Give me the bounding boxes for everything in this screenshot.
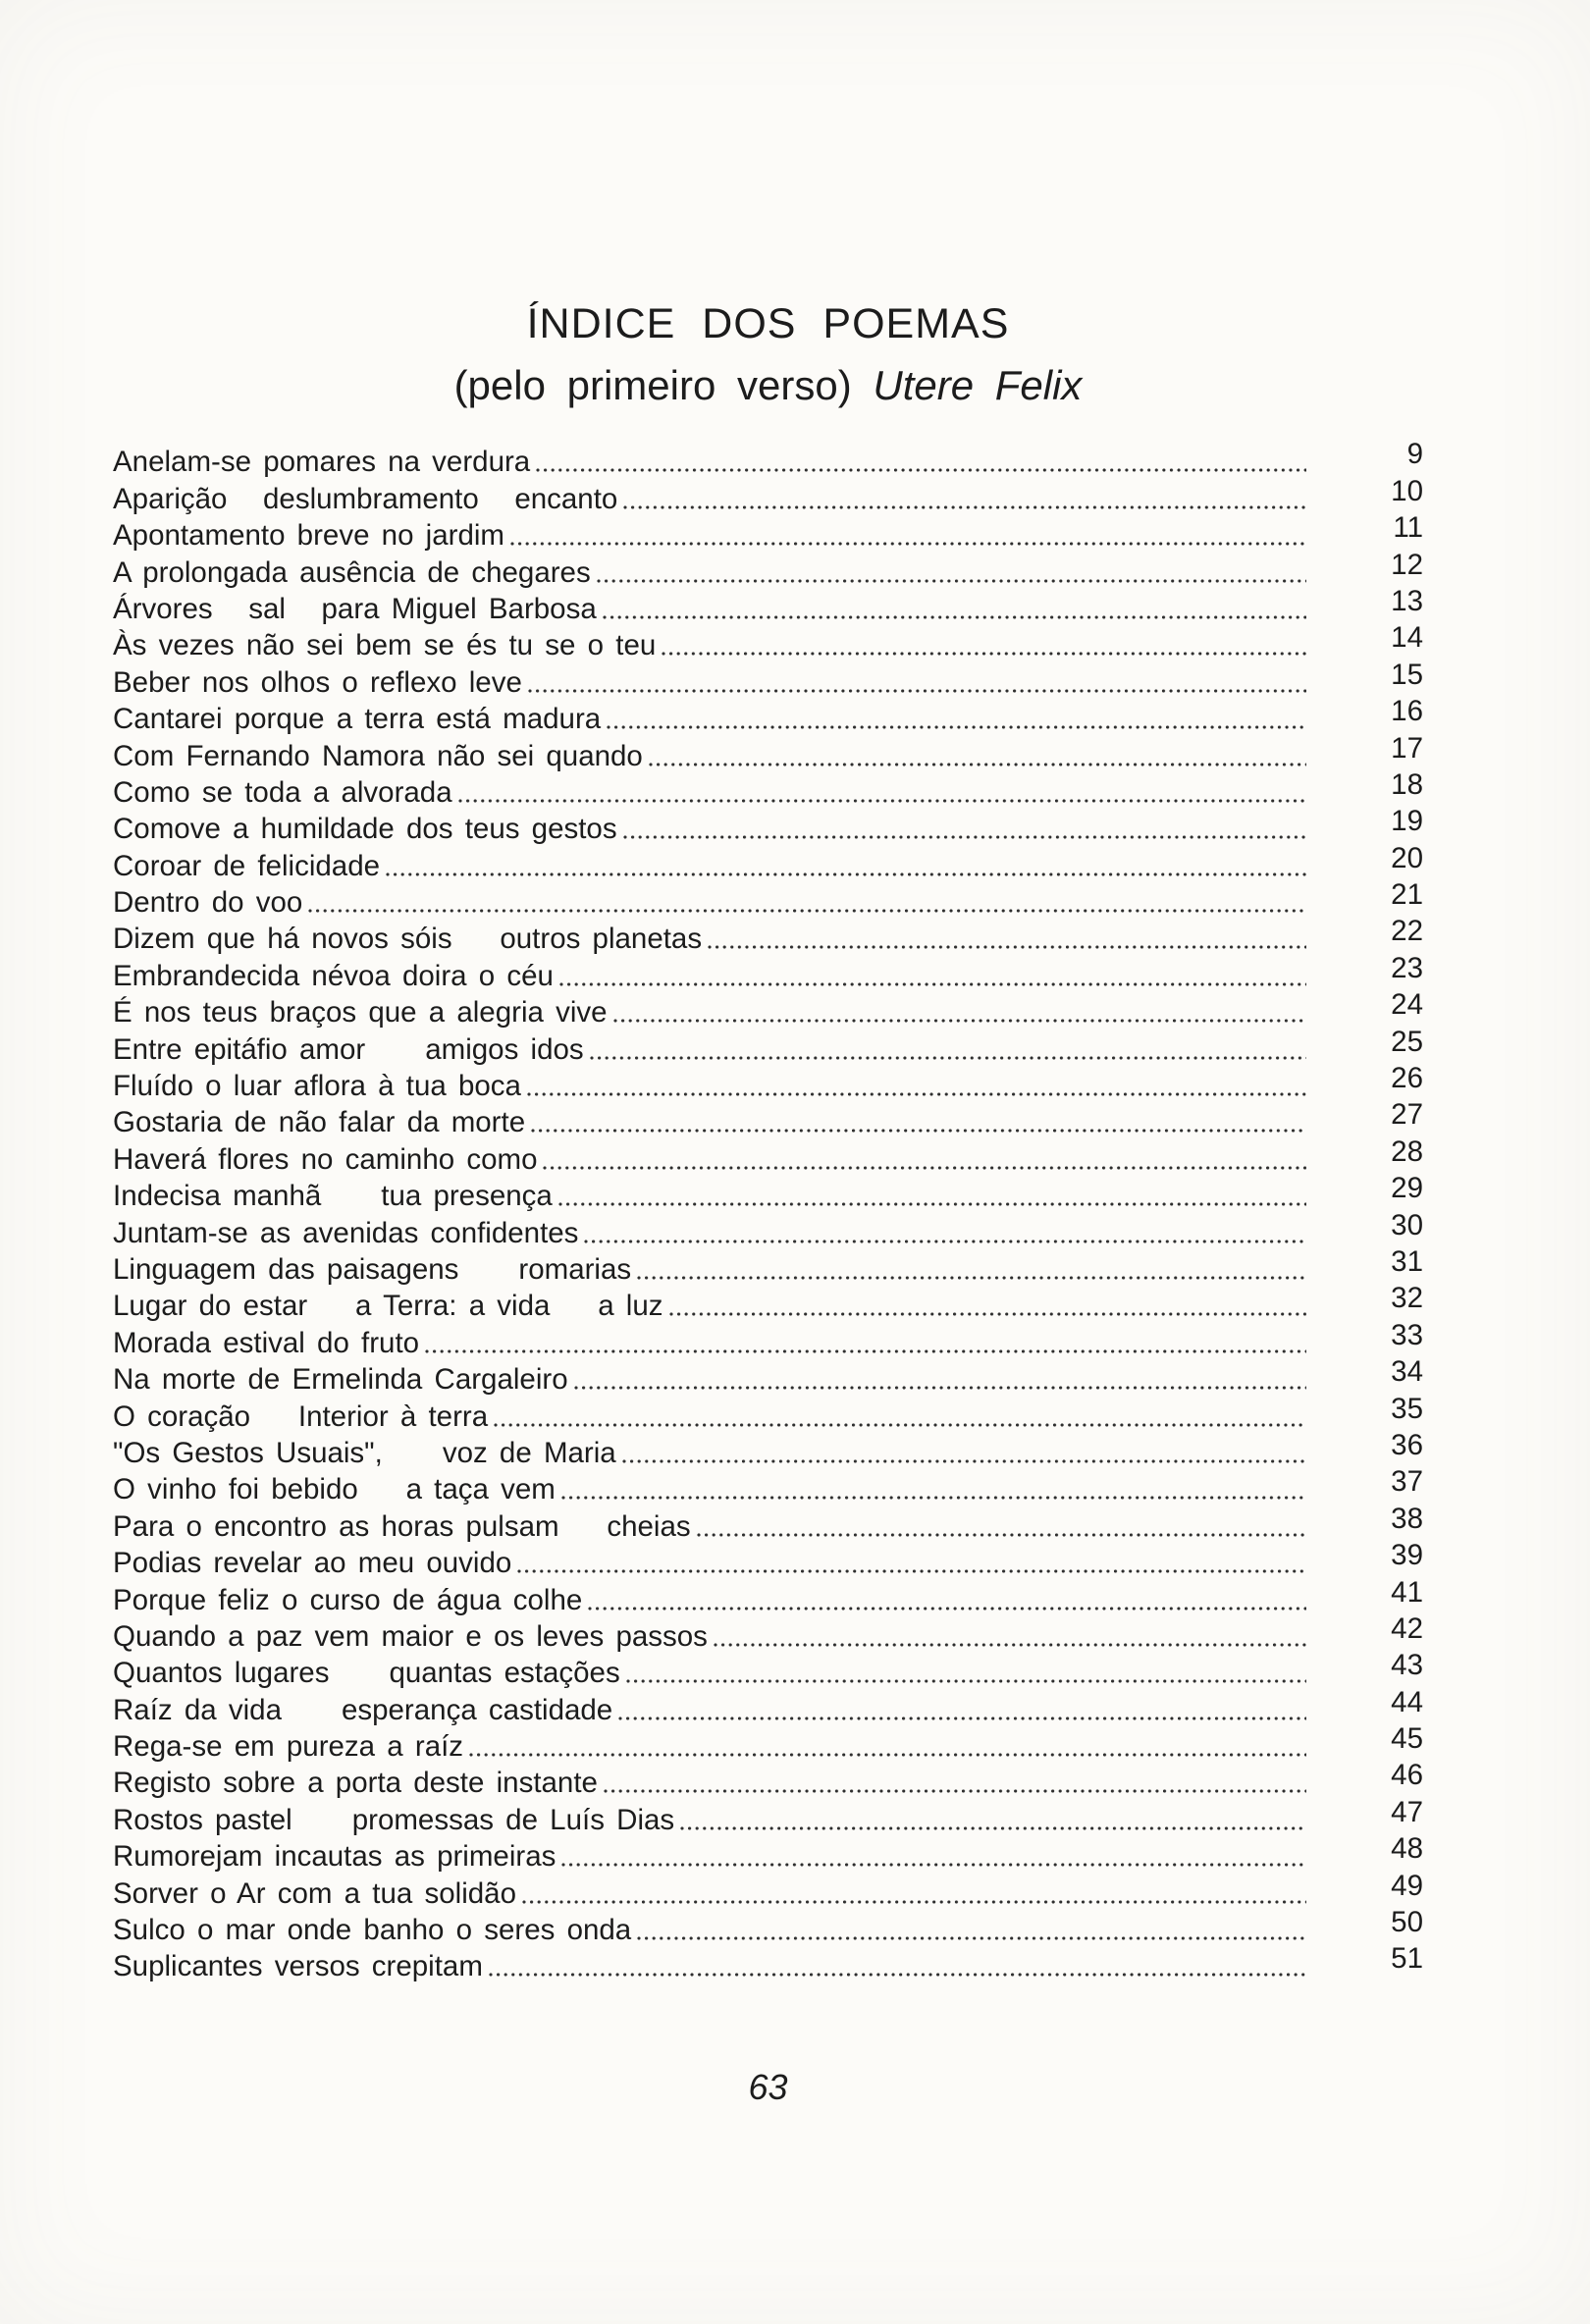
entry-first-verse: Rumorejam incautas as primeiras [113,1840,556,1874]
index-entry-row [113,1282,1423,1324]
entry-first-verse: Quantos lugares quantas estações [113,1657,620,1690]
dot-leader [584,1030,1310,1067]
entry-page-number: 41 [1391,1575,1423,1609]
entry-first-verse: O coração Interior à terra [113,1400,489,1433]
dot-leader [663,1288,1310,1324]
entry-first-verse: Para o encontro as horas pulsam cheias [113,1509,691,1543]
dot-leader [702,921,1310,957]
dot-leader [674,1801,1310,1837]
index-entry-row [113,1795,1423,1837]
entry-page-number: 39 [1391,1539,1423,1572]
dot-leader [483,1948,1310,1984]
entry-page-number: 9 [1406,438,1423,471]
dot-leader [554,957,1310,993]
entry-first-verse: Quando a paz vem maior e os leves passos [113,1619,708,1653]
dot-leader [419,1324,1310,1360]
index-entry-row [113,1025,1423,1067]
entry-first-verse: É nos teus braços que a alegria vive [113,996,608,1030]
entry-page-number: 50 [1391,1906,1423,1939]
dot-leader [616,1435,1310,1471]
entry-first-verse: A prolongada ausência de chegares [113,555,591,589]
entry-first-verse: Lugar do estar a Terra: a vida a luz [113,1290,663,1323]
index-entry-row [113,1135,1423,1177]
index-entry-row [113,1685,1423,1727]
index-entry-row [113,1832,1423,1875]
dot-leader [504,517,1310,554]
entry-page-number: 45 [1391,1722,1423,1756]
entry-page-number: 13 [1391,584,1423,617]
entry-page-number: 49 [1391,1869,1423,1902]
entry-first-verse: Linguagem das paisagens romarias [113,1252,632,1286]
entry-page-number: 46 [1391,1759,1423,1792]
dot-leader [598,1765,1310,1801]
entry-first-verse: Juntam-se as avenidas confidentes [113,1216,579,1249]
dot-leader [537,1140,1310,1177]
entry-page-number: 34 [1391,1355,1423,1389]
entry-page-number: 35 [1391,1392,1423,1425]
entry-first-verse: Árvores sal para Miguel Barbosa [113,592,597,625]
index-entry-row [113,1942,1423,1984]
index-entry-row [113,584,1423,627]
dot-leader [525,1104,1310,1140]
index-entry-row [113,841,1423,883]
entry-page-number: 16 [1391,695,1423,728]
entry-page-number: 25 [1391,1025,1423,1058]
entry-page-number: 31 [1391,1244,1423,1278]
dot-leader [617,480,1310,516]
index-entry-row [113,548,1423,590]
entry-first-verse: Coroar de felicidade [113,849,381,882]
index-entry-row [113,1208,1423,1250]
entry-first-verse: Anelam-se pomares na verdura [113,446,531,479]
index-entry-row [113,1172,1423,1214]
entry-first-verse: Sorver o Ar com a tua solidão [113,1876,516,1910]
entry-page-number: 29 [1391,1172,1423,1205]
entry-page-number: 42 [1391,1611,1423,1645]
dot-leader [591,554,1310,590]
entry-first-verse: Cantarei porque a terra está madura [113,703,602,736]
entry-page-number: 30 [1391,1208,1423,1241]
dot-leader [608,994,1310,1030]
dot-leader [631,1912,1310,1948]
index-entry-row [113,988,1423,1030]
entry-page-number: 14 [1391,621,1423,655]
entry-page-number: 37 [1391,1465,1423,1499]
subtitle-italic-text: Utere Felix [873,362,1083,408]
entry-first-verse: Rostos pastel promessas de Luís Dias [113,1803,675,1836]
index-entry-row [113,1098,1423,1140]
index-entry-row [113,1869,1423,1911]
dot-leader [521,1068,1310,1104]
entry-page-number: 48 [1391,1832,1423,1866]
entry-page-number: 36 [1391,1428,1423,1461]
entry-first-verse: Aparição deslumbramento encanto [113,482,618,515]
entry-page-number: 18 [1391,767,1423,801]
index-entry-row [113,805,1423,847]
entry-page-number: 23 [1391,951,1423,984]
index-entry-row [113,1649,1423,1691]
dot-leader [556,1471,1310,1507]
entry-page-number: 15 [1391,658,1423,691]
dot-leader [380,847,1310,883]
entry-first-verse: Entre epitáfio amor amigos idos [113,1032,584,1066]
entry-first-verse: O vinho foi bebido a taça vem [113,1473,556,1506]
entry-page-number: 20 [1391,841,1423,874]
index-entry-row [113,1465,1423,1507]
entry-page-number: 12 [1391,548,1423,581]
index-entry-row [113,1722,1423,1765]
dot-leader [556,1838,1310,1875]
index-title-block [113,300,1423,409]
entry-first-verse: Dentro do voo [113,886,303,920]
index-entry-row [113,1428,1423,1471]
index-entry-row [113,1392,1423,1434]
entry-page-number: 32 [1391,1282,1423,1315]
dot-leader [620,1655,1310,1691]
poem-index-list [113,438,1423,1984]
index-entry-row [113,1611,1423,1655]
entry-first-verse: Suplicantes versos crepitam [113,1950,483,1983]
entry-page-number: 28 [1391,1135,1423,1168]
index-entry-row [113,951,1423,993]
index-entry-row [113,695,1423,737]
dot-leader [612,1691,1310,1727]
entry-first-verse: Porque feliz o curso de água colhe [113,1583,583,1616]
entry-page-number: 22 [1391,915,1423,948]
entry-first-verse: Gostaria de não falar da morte [113,1106,526,1139]
dot-leader [643,737,1310,773]
entry-first-verse: Apontamento breve no jardim [113,519,505,553]
entry-first-verse: Dizem que há novos sóis outros planetas [113,923,703,956]
entry-first-verse: Embrandecida névoa doira o céu [113,959,554,992]
dot-leader [656,627,1310,663]
index-entry-row [113,731,1423,773]
dot-leader [511,1545,1310,1581]
dot-leader [631,1251,1310,1288]
index-entry-row [113,474,1423,516]
entry-page-number: 11 [1393,511,1423,545]
dot-leader [578,1214,1310,1250]
entry-first-verse: Podias revelar ao meu ouvido [113,1547,512,1580]
entry-page-number: 43 [1391,1649,1423,1682]
entry-page-number: 51 [1391,1942,1423,1976]
dot-leader [516,1875,1310,1911]
dot-leader [302,884,1310,921]
dot-leader [568,1361,1310,1398]
dot-leader [530,444,1310,480]
entry-page-number: 33 [1391,1318,1423,1351]
index-entry-row [113,1502,1423,1544]
index-entry-row [113,1575,1423,1617]
subtitle-regular-text: (pelo primeiro verso) [453,362,874,408]
entry-first-verse: Sulco o mar onde banho o seres onda [113,1914,632,1947]
entry-page-number: 24 [1391,988,1423,1022]
index-entry-row [113,1539,1423,1581]
dot-leader [553,1178,1310,1214]
entry-first-verse: Na morte de Ermelinda Cargaleiro [113,1363,568,1397]
dot-leader [691,1507,1310,1544]
index-entry-row [113,767,1423,811]
entry-first-verse: Fluído o luar aflora à tua boca [113,1070,521,1103]
entry-page-number: 27 [1391,1098,1423,1132]
dot-leader [708,1618,1310,1655]
entry-first-verse: Como se toda a alvorada [113,775,452,809]
index-entry-row [113,621,1423,663]
entry-first-verse: Comove a humildade dos teus gestos [113,813,617,846]
dot-leader [488,1398,1310,1434]
entry-page-number: 19 [1391,805,1423,838]
index-entry-row [113,1062,1423,1104]
index-entry-row [113,658,1423,700]
index-entry-row [113,1318,1423,1360]
index-entry-row [113,1759,1423,1801]
index-entry-row [113,438,1423,480]
dot-leader [463,1728,1310,1765]
dot-leader [452,774,1310,811]
page-subtitle [113,362,1423,409]
entry-first-verse: Registo sobre a porta deste instante [113,1767,598,1800]
entry-page-number: 26 [1391,1062,1423,1095]
dot-leader [617,811,1310,847]
entry-first-verse: "Os Gestos Usuais", voz de Maria [113,1436,616,1469]
entry-page-number: 44 [1391,1685,1423,1718]
entry-first-verse: Indecisa manhã tua presença [113,1180,553,1213]
index-entry-row [113,1906,1423,1948]
entry-first-verse: Raíz da vida esperança castidade [113,1693,613,1726]
page-title: ÍNDICE DOS POEMAS [526,300,1010,347]
entry-page-number: 38 [1391,1502,1423,1535]
entry-first-verse: Às vezes não sei bem se és tu se o teu [113,629,657,662]
index-entry-row [113,1244,1423,1288]
page-number: 63 [748,2067,788,2107]
entry-first-verse: Morada estival do fruto [113,1326,420,1359]
entry-page-number: 17 [1391,731,1423,765]
entry-first-verse: Rega-se em pureza a raíz [113,1730,464,1764]
index-entry-row [113,878,1423,921]
entry-page-number: 21 [1391,878,1423,912]
entry-page-number: 10 [1391,474,1423,507]
index-entry-row [113,511,1423,554]
entry-page-number: 47 [1391,1795,1423,1828]
dot-leader [601,701,1310,737]
dot-leader [522,663,1310,700]
entry-first-verse: Beber nos olhos o reflexo leve [113,665,522,699]
index-entry-row [113,915,1423,957]
index-entry-row [113,1355,1423,1398]
entry-first-verse: Haverá flores no caminho como [113,1142,538,1176]
entry-first-verse: Com Fernando Namora não sei quando [113,739,643,772]
dot-leader [597,591,1310,627]
dot-leader [582,1581,1310,1617]
